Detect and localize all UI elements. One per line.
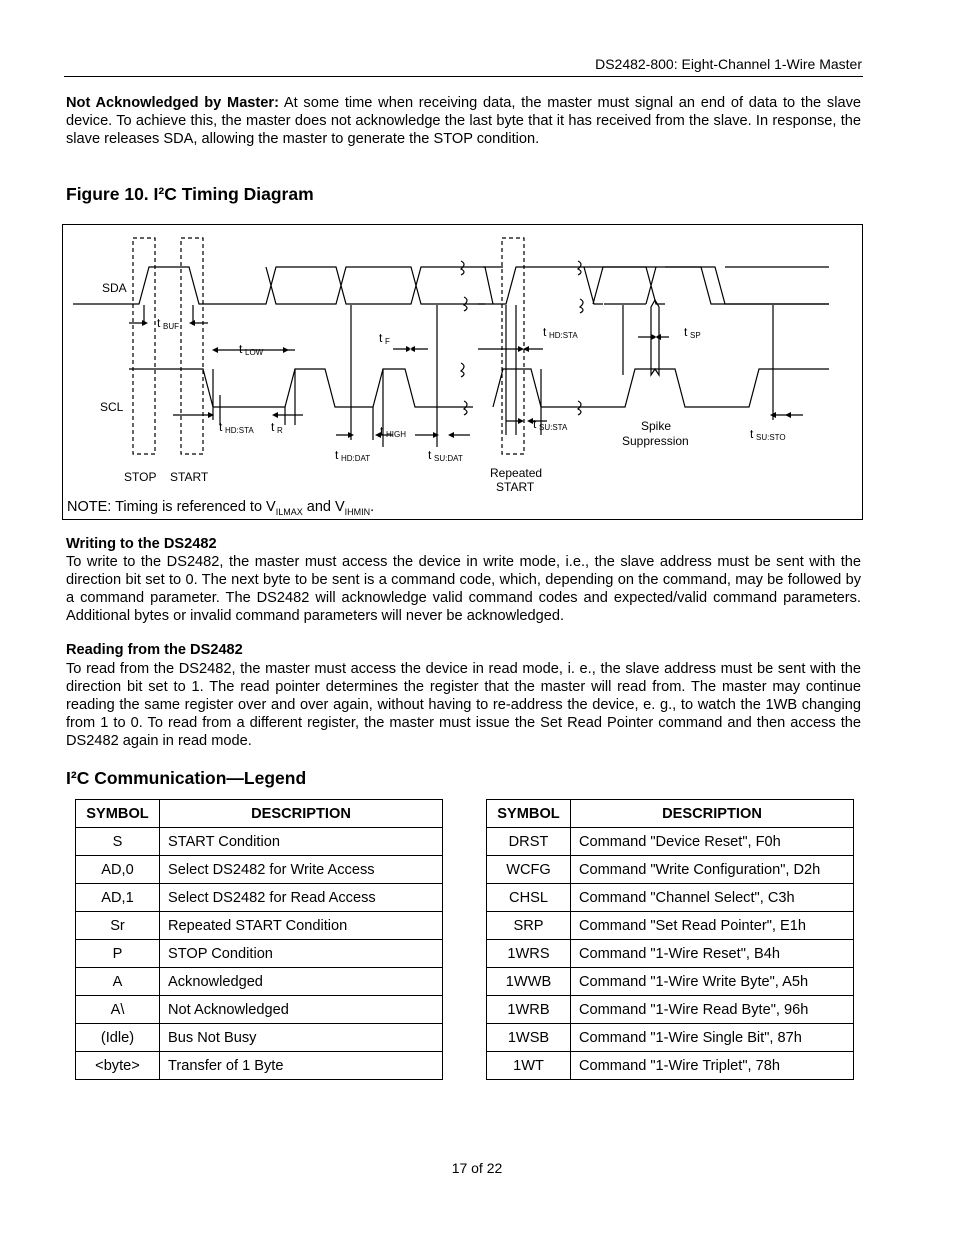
description-cell: Bus Not Busy: [160, 1024, 443, 1052]
symbol-cell: CHSL: [487, 884, 571, 912]
timing-diagram: [62, 224, 863, 520]
table-row: [487, 968, 854, 996]
table-row: [76, 884, 443, 912]
thigh-t: t: [380, 424, 384, 438]
thdsta2-t: t: [543, 325, 547, 339]
description-cell: Command "Channel Select", C3h: [571, 884, 854, 912]
description-cell: Command "1-Wire Reset", B4h: [571, 940, 854, 968]
description-cell: Command "1-Wire Triplet", 78h: [571, 1052, 854, 1080]
symbol-cell: 1WSB: [487, 1024, 571, 1052]
intro-label: Not Acknowledged by Master:: [66, 95, 279, 111]
note-mid: and V: [302, 499, 345, 515]
tf-sub: F: [385, 337, 390, 346]
symbol-cell: S: [76, 828, 160, 856]
table-row: [76, 1024, 443, 1052]
note-prefix: NOTE: Timing is referenced to V: [67, 499, 276, 515]
table-row: [487, 996, 854, 1024]
header-rule: [64, 76, 863, 77]
description-cell: Command "Write Configuration", D2h: [571, 856, 854, 884]
description-header: DESCRIPTION: [571, 800, 854, 828]
table-row: [76, 968, 443, 996]
thdsta-t: t: [219, 420, 223, 434]
table-row: [76, 912, 443, 940]
thigh-sub: HIGH: [386, 430, 406, 439]
tsusto-t: t: [750, 427, 754, 441]
tlow-sub: LOW: [245, 348, 264, 357]
table-row: [487, 1052, 854, 1080]
symbol-header: SYMBOL: [76, 800, 160, 828]
timing-diagram-svg: [63, 225, 864, 521]
description-cell: Command "Set Read Pointer", E1h: [571, 912, 854, 940]
description-cell: Command "1-Wire Read Byte", 96h: [571, 996, 854, 1024]
symbol-header: SYMBOL: [487, 800, 571, 828]
note-sub-1: ILMAX: [275, 506, 303, 517]
tsusta-t: t: [533, 417, 537, 431]
table-row: [76, 1052, 443, 1080]
symbol-cell: P: [76, 940, 160, 968]
description-cell: START Condition: [160, 828, 443, 856]
figure-note: [67, 499, 374, 517]
table-header-row: [76, 800, 443, 828]
table-row: [487, 912, 854, 940]
intro-text: At some time when receiving data, the master must signal an end of data to the slave device. To achieve this, the master does not acknowledge the last byte that it has received from the slave. In response, the slave releases SDA, allowing the master to generate the STOP condition.: [66, 95, 861, 147]
tr-t: t: [271, 420, 275, 434]
note-sub-2: IHMIN: [344, 506, 371, 517]
description-cell: Command "1-Wire Write Byte", A5h: [571, 968, 854, 996]
stop-label: STOP: [124, 470, 157, 484]
table-row: [76, 828, 443, 856]
description-cell: STOP Condition: [160, 940, 443, 968]
thddat-t: t: [335, 448, 339, 462]
table-row: [487, 856, 854, 884]
intro-paragraph: [66, 94, 861, 148]
spike-label-2: Suppression: [622, 434, 689, 448]
description-cell: Select DS2482 for Read Access: [160, 884, 443, 912]
symbol-cell: 1WT: [487, 1052, 571, 1080]
repeated-start-label-1: Repeated: [490, 466, 543, 480]
legend-title: I²C Communication—Legend: [66, 768, 307, 788]
tsp-t: t: [684, 325, 688, 339]
table-row: [487, 1024, 854, 1052]
thddat-sub: HD:DAT: [341, 454, 371, 463]
sda-label: SDA: [102, 281, 127, 295]
reading-heading: Reading from the DS2482: [66, 642, 243, 658]
description-header: DESCRIPTION: [160, 800, 443, 828]
description-cell: Command "Device Reset", F0h: [571, 828, 854, 856]
repeated-start-label-2: START: [496, 480, 535, 494]
tbuf-sub: BUF: [163, 322, 179, 331]
description-cell: Repeated START Condition: [160, 912, 443, 940]
description-cell: Command "1-Wire Single Bit", 87h: [571, 1024, 854, 1052]
table-row: [487, 884, 854, 912]
table-row: [487, 828, 854, 856]
tbuf-t: t: [157, 316, 161, 330]
figure-title: Figure 10. I²C Timing Diagram: [66, 184, 314, 204]
description-cell: Not Acknowledged: [160, 996, 443, 1024]
spike-label-1: Spike: [641, 419, 672, 433]
symbol-cell: 1WRS: [487, 940, 571, 968]
thdsta-sub: HD:STA: [225, 426, 254, 435]
description-cell: Transfer of 1 Byte: [160, 1052, 443, 1080]
writing-heading: Writing to the DS2482: [66, 536, 217, 552]
tsp-sub: SP: [690, 331, 701, 340]
symbol-cell: (Idle): [76, 1024, 160, 1052]
reading-paragraph: To read from the DS2482, the master must access the device in read mode, i. e., the slave address must be sent with the direction bit set to 1. The read pointer determines the register that the master will read from. The master may continue reading the same register over and over again, without having to re-address the device, e. g., to watch the 1WB changing from 1 to 0. To read from a different register, the master must issue the Set Read Pointer command and then access the DS2482 again in read mode.: [66, 661, 861, 749]
symbol-cell: WCFG: [487, 856, 571, 884]
symbol-cell: <byte>: [76, 1052, 160, 1080]
tr-sub: R: [277, 426, 283, 435]
symbol-cell: A: [76, 968, 160, 996]
table-row: [76, 940, 443, 968]
scl-label: SCL: [100, 400, 124, 414]
symbol-cell: 1WRB: [487, 996, 571, 1024]
running-header: DS2482-800: Eight-Channel 1-Wire Master: [595, 56, 862, 72]
tf-t: t: [379, 331, 383, 345]
symbol-cell: 1WWB: [487, 968, 571, 996]
table-header-row: [487, 800, 854, 828]
description-cell: Acknowledged: [160, 968, 443, 996]
symbol-cell: AD,0: [76, 856, 160, 884]
tsudat-t: t: [428, 448, 432, 462]
legend-table-left: [75, 799, 443, 1080]
table-row: [76, 996, 443, 1024]
symbol-cell: SRP: [487, 912, 571, 940]
tsudat-sub: SU:DAT: [434, 454, 463, 463]
description-cell: Select DS2482 for Write Access: [160, 856, 443, 884]
table-row: [487, 940, 854, 968]
tsusta-sub: SU:STA: [539, 423, 568, 432]
legend-table-right: [486, 799, 854, 1080]
note-suffix: .: [370, 499, 375, 515]
tlow-t: t: [239, 342, 243, 356]
start-label: START: [170, 470, 209, 484]
page-number: 17 of 22: [451, 1160, 503, 1176]
thdsta2-sub: HD:STA: [549, 331, 578, 340]
table-row: [76, 856, 443, 884]
symbol-cell: AD,1: [76, 884, 160, 912]
symbol-cell: Sr: [76, 912, 160, 940]
symbol-cell: DRST: [487, 828, 571, 856]
writing-paragraph: To write to the DS2482, the master must access the device in write mode, i.e., the slave address must be sent with the direction bit set to 0. The next byte to be sent is a command code, which, depending on the command, may be followed by a command parameter. The DS2482 will acknowledge valid command codes and expected/valid command parameters. Additional bytes or invalid command parameters will never be acknowledged.: [66, 554, 861, 624]
symbol-cell: A\: [76, 996, 160, 1024]
tsusto-sub: SU:STO: [756, 433, 786, 442]
